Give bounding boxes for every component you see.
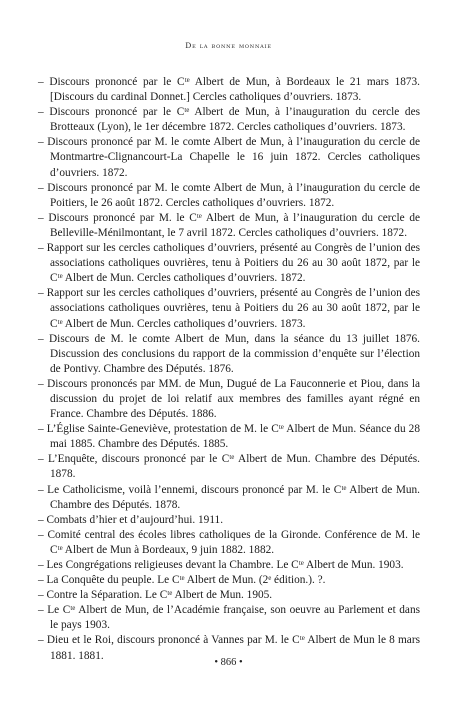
list-item: – Discours prononcés par MM. de Mun, Dugué de La Fauconnerie et Piou, dans la discussion du projet de loi relatif aux membres des familles ayant régné en France. Chambre des Députés. 1886. bbox=[38, 377, 420, 422]
list-item: – Discours prononcé par le Cᵗᵉ Albert de Mun, à Bordeaux le 21 mars 1873. [Discours du cardinal Donnet.] Cercles catholiques d’ouvriers. 1873. bbox=[38, 75, 420, 105]
list-item: – Rapport sur les cercles catholiques d’ouvriers, présenté au Congrès de l’union des associations catholiques ouvrières, tenu à Poitiers du 26 au 30 août 1872, par le Cᵗᵉ Albert de Mun. Cercles catholiques d’ouvriers. 1873. bbox=[38, 286, 420, 331]
list-item: – L’Église Sainte-Geneviève, protestation de M. le Cᵗᵉ Albert de Mun. Séance du 28 mai 1885. Chambre des Députés. 1885. bbox=[38, 422, 420, 452]
list-item: – Combats d’hier et d’aujourd’hui. 1911. bbox=[38, 513, 420, 528]
list-item: – Comité central des écoles libres catholiques de la Gironde. Conférence de M. le Cᵗᵉ Albert de Mun à Bordeaux, 9 juin 1882. 1882. bbox=[38, 528, 420, 558]
list-item: – Le Catholicisme, voilà l’ennemi, discours prononcé par M. le Cᵗᵉ Albert de Mun. Chambre des Députés. 1878. bbox=[38, 483, 420, 513]
list-item: – Discours prononcé par M. le Cᵗᵉ Albert de Mun, à l’inauguration du cercle de Belleville-Ménilmontant, le 7 avril 1872. Cercles catholiques d’ouvriers. 1872. bbox=[38, 211, 420, 241]
list-item: – Discours prononcé par le Cᵗᵉ Albert de Mun, à l’inauguration du cercle des Brotteaux (Lyon), le 1er décembre 1872. Cercles catholiques d’ouvriers. 1873. bbox=[38, 105, 420, 135]
list-item: – Les Congrégations religieuses devant la Chambre. Le Cᵗᵉ Albert de Mun. 1903. bbox=[38, 558, 420, 573]
bibliography-list bbox=[38, 75, 420, 664]
list-item: – Contre la Séparation. Le Cᵗᵉ Albert de Mun. 1905. bbox=[38, 588, 420, 603]
list-item: – Discours de M. le comte Albert de Mun, dans la séance du 13 juillet 1876. Discussion des conclusions du rapport de la commission d’enquête sur l’élection de Pontivy. Chambre des Députés. 1876. bbox=[38, 332, 420, 377]
running-head: De la bonne monnaie bbox=[185, 41, 272, 50]
list-item: – L’Enquête, discours prononcé par le Cᵗᵉ Albert de Mun. Chambre des Députés. 1878. bbox=[38, 452, 420, 482]
list-item: – Le Cᵗᵉ Albert de Mun, de l’Académie française, son oeuvre au Parlement et dans le pays 1903. bbox=[38, 603, 420, 633]
list-item: – Rapport sur les cercles catholiques d’ouvriers, présenté au Congrès de l’union des associations catholiques ouvrières, tenu à Poitiers du 26 au 30 août 1872, par le Cᵗᵉ Albert de Mun. Cercles catholiques d’ouvriers. 1872. bbox=[38, 241, 420, 286]
page-number: • 866 • bbox=[214, 657, 243, 668]
list-item: – Discours prononcé par M. le comte Albert de Mun, à l’inauguration du cercle de Poitiers, le 26 août 1872. Cercles catholiques d’ouvriers. 1872. bbox=[38, 181, 420, 211]
list-item: – Dieu et le Roi, discours prononcé à Vannes par M. le Cᵗᵉ Albert de Mun le 8 mars 1881. 1881. bbox=[38, 633, 420, 663]
list-item: – Discours prononcé par M. le comte Albert de Mun, à l’inauguration du cercle de Montmartre-Clignancourt-La Chapelle le 16 juin 1872. Cercles catholiques d’ouvriers. 1872. bbox=[38, 135, 420, 180]
list-item: – La Conquête du peuple. Le Cᵗᵉ Albert de Mun. (2ᵉ édition.). ?. bbox=[38, 573, 420, 588]
